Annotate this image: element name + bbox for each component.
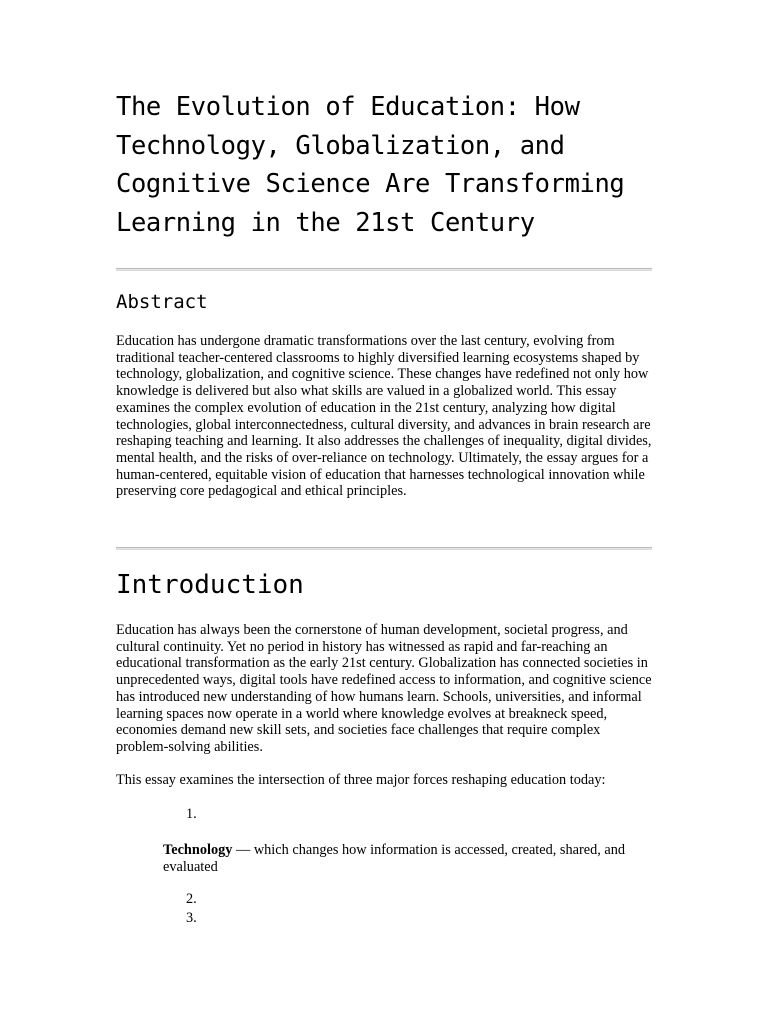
list-item-description: — which changes how information is accessed, created, shared, and evaluated — [163, 842, 626, 875]
list-item-number: 1. — [186, 806, 197, 822]
list-item-number: 2. — [186, 891, 197, 907]
list-item-term: Technology — [163, 842, 233, 858]
introduction-lead-sentence: This essay examines the intersection of three major forces reshaping education today: — [116, 772, 606, 788]
list-item-number: 3. — [186, 910, 197, 926]
list-item-technology — [163, 842, 653, 875]
introduction-paragraph: Education has always been the cornerstone of human development, societal progress, and cultural continuity. Yet no period in history has witnessed as rapid and far-reaching an educational transformation as the early 21st century. Globalization has connected societies in unprecedented ways, digital tools have redefined access to information, and cognitive science has introduced new understanding of how humans learn. Schools, universities, and informal learning spaces now operate in a world where knowledge evolves at breakneck speed, economies demand new skill sets, and societies face challenges that require complex problem-solving abilities. — [116, 622, 652, 755]
abstract-paragraph: Education has undergone dramatic transformations over the last century, evolving from traditional teacher-centered classrooms to highly diversified learning ecosystems shaped by technology, globalization, and cognitive science. These changes have redefined not only how knowledge is delivered but also what skills are valued in a globalized world. This essay examines the complex evolution of education in the 21st century, analyzing how digital technologies, global interconnectedness, cultural diversity, and advances in brain research are reshaping teaching and learning. It also addresses the challenges of inequality, digital divides, mental health, and the risks of over-reliance on technology. Ultimately, the essay argues for a human-centered, equitable vision of education that harnesses technological innovation while preserving core pedagogical and ethical principles. — [116, 333, 652, 500]
abstract-heading: Abstract — [116, 291, 208, 313]
document-title: The Evolution of Education: How Technology, Globalization, and Cognitive Science Are Transforming Learning in the 21st Century — [116, 92, 625, 238]
horizontal-rule — [116, 268, 652, 271]
horizontal-rule — [116, 547, 652, 550]
introduction-heading: Introduction — [116, 570, 304, 600]
